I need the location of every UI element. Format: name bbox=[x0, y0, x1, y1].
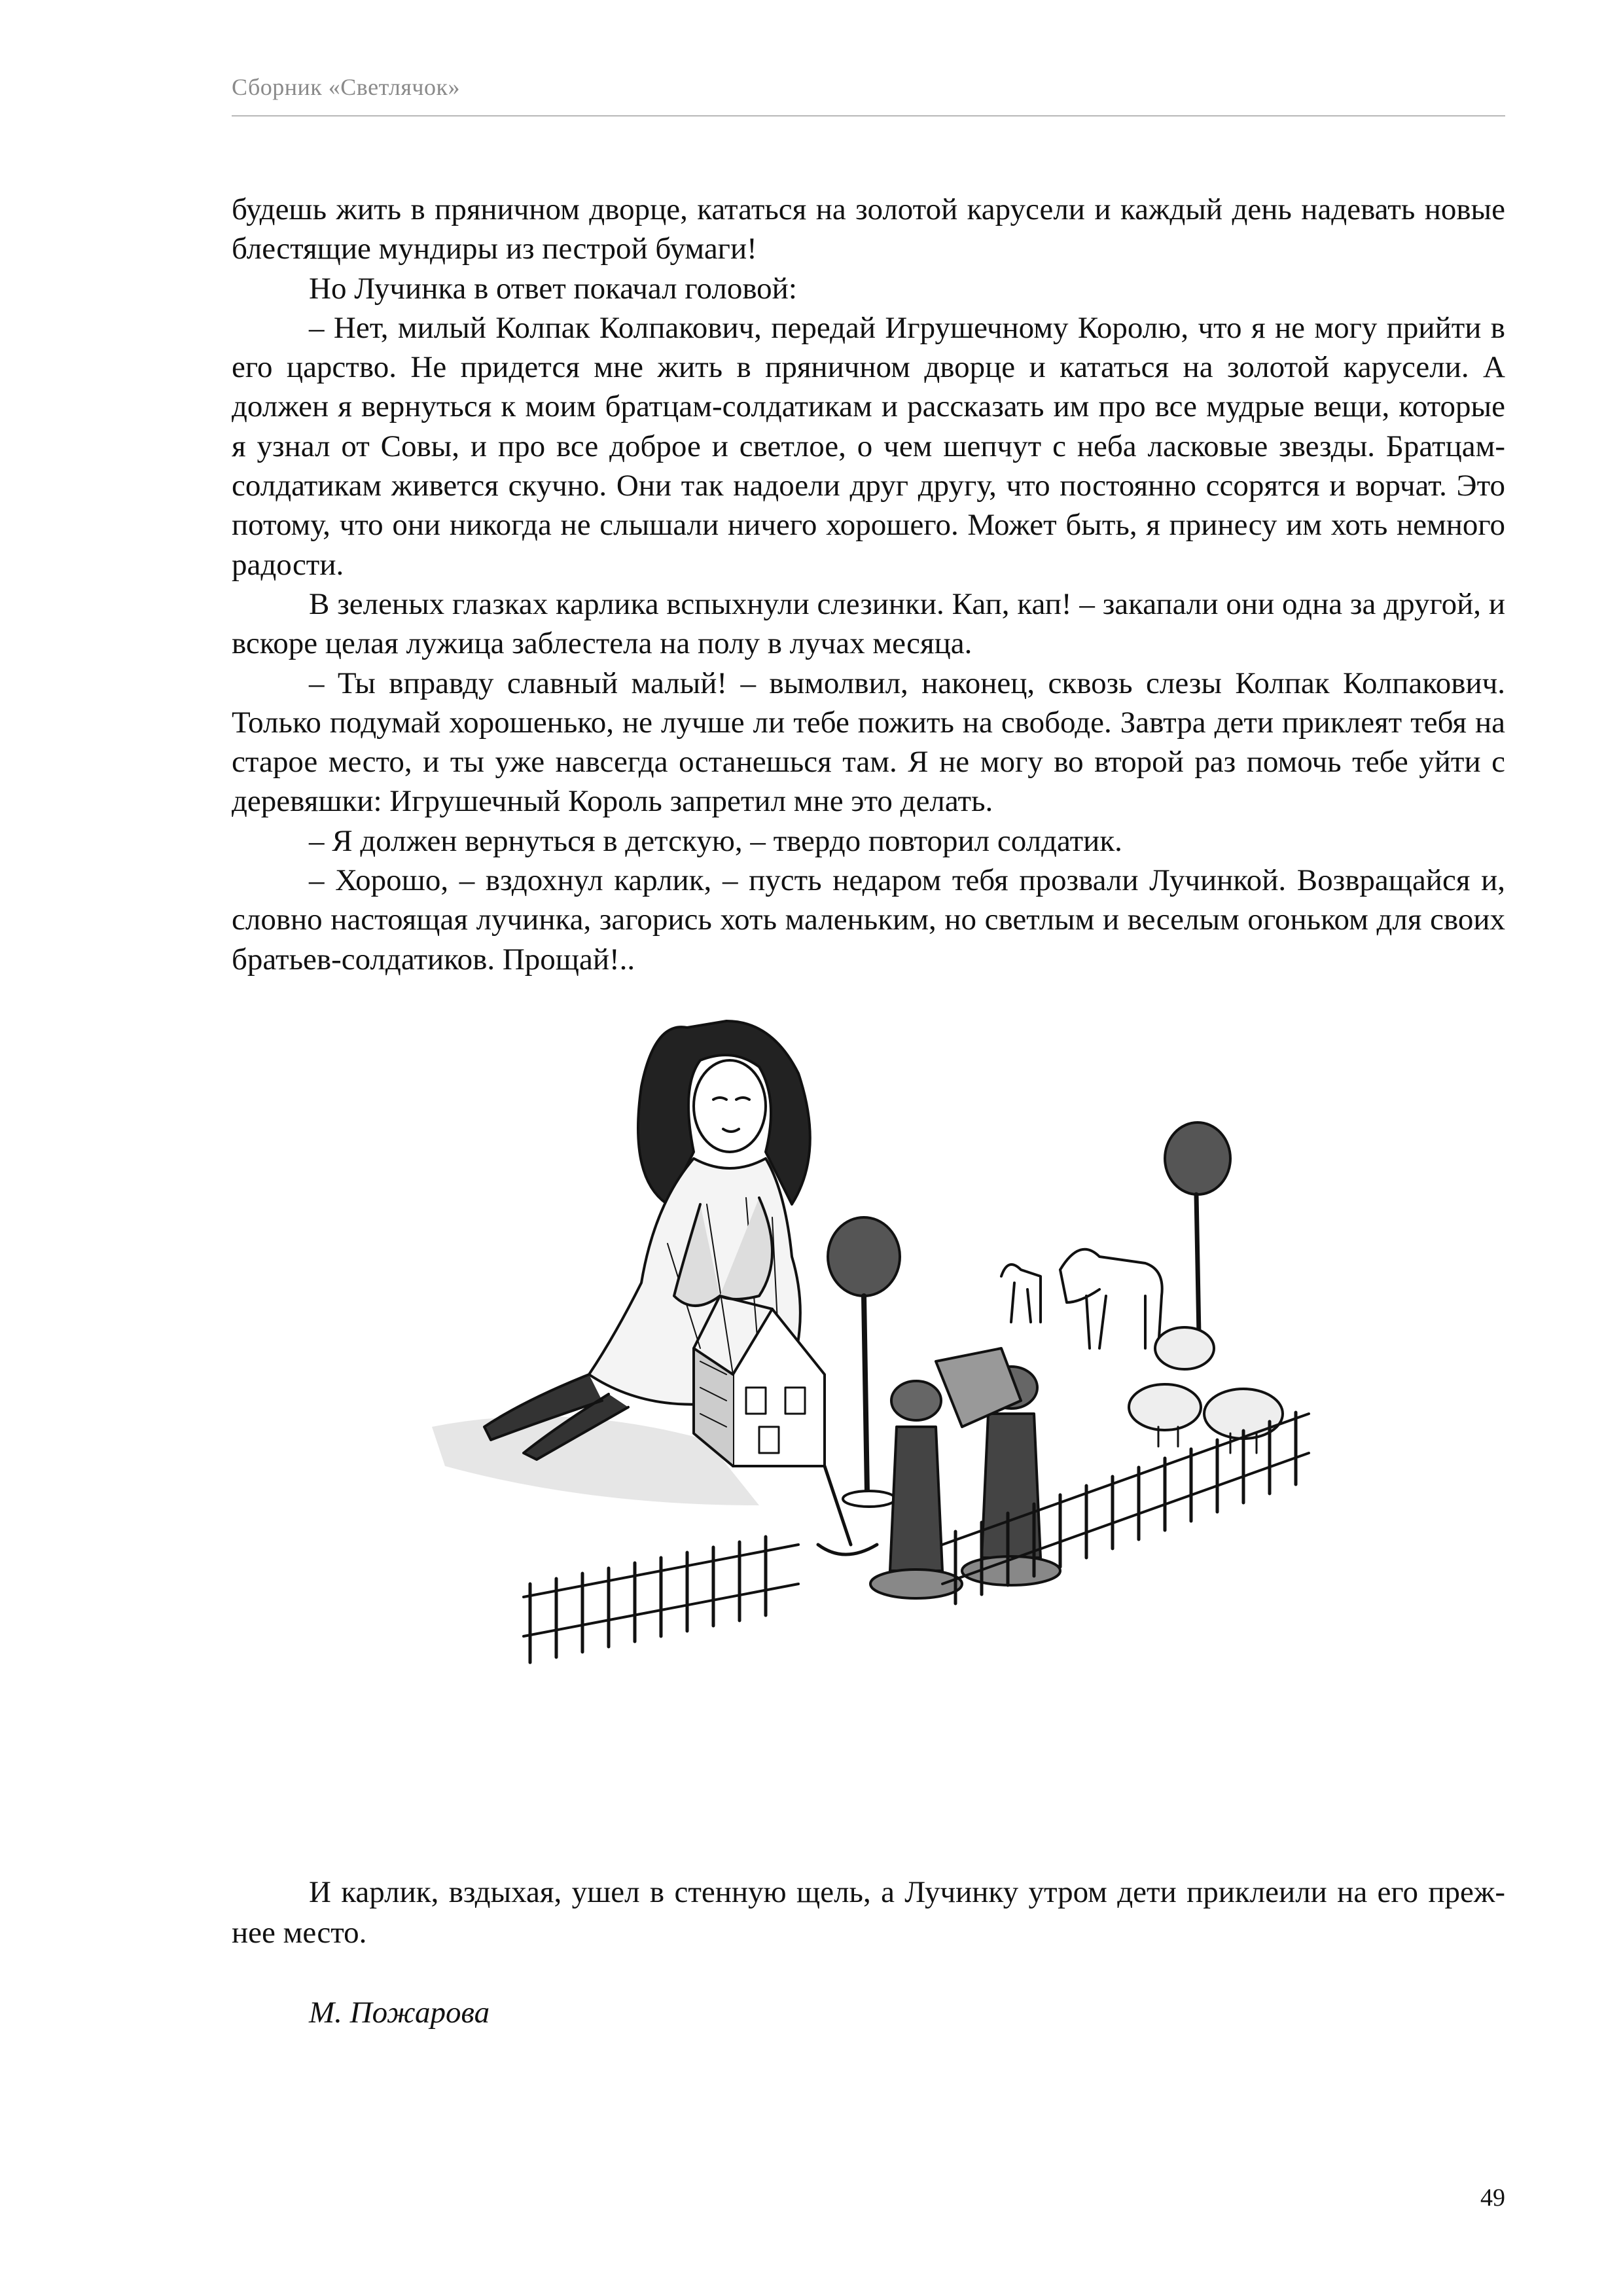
closing-text bbox=[232, 1872, 1505, 1953]
running-title: Сборник «Светлячок» bbox=[232, 74, 461, 100]
paragraph-4: В зеленых глазках карлика вспыхнули слезинки. Кап, кап! – закапали они одна за другой, и вскоре целая лужица заблестела на полу в лучах месяца. bbox=[232, 586, 1505, 661]
paragraph-5: – Ты вправду славный малый! – вымолвил, наконец, сквозь слезы Колпак Колпакович. Только подумай хорошенько, не лучше ли тебе пожить на свободе. Завтра дети приклеят тебя на старое место, и ты уже навсегда останешься там. Я не могу во второй раз помочь тебе уйти с деревяшки: Игрушечный Король запретил мне это делать. bbox=[232, 666, 1505, 819]
body-text bbox=[232, 190, 1505, 979]
toys-illustration-drawing bbox=[393, 1008, 1374, 1806]
paragraph-1: будешь жить в пряничном дворце, кататься на золотой карусели и каждый день надевать новые блестящие мундиры из пестрой бумаги! bbox=[232, 192, 1505, 266]
page-number: 49 bbox=[1480, 2184, 1505, 2212]
author-signature: М. Пожарова bbox=[309, 1996, 490, 2030]
header-rule bbox=[232, 115, 1505, 117]
illustration-girl-with-toys bbox=[393, 1008, 1374, 1806]
closing-paragraph: И карлик, вздыхая, ушел в стенную щель, а Лучинку утром дети приклеили на его прежнее место. bbox=[232, 1875, 1505, 1950]
paragraph-6: – Я должен вернуться в детскую, – твердо повторил солдатик. bbox=[309, 823, 1122, 858]
paragraph-7: – Хорошо, – вздохнул карлик, – пусть недаром тебя прозвали Лучинкой. Возвращайся и, словно настоящая лучинка, загорись хоть маленьким, но светлым и веселым огоньком для своих братьев-солдатиков. Прощай!.. bbox=[232, 863, 1505, 977]
paragraph-2: Но Лучинка в ответ покачал головой: bbox=[309, 271, 797, 306]
paragraph-3: – Нет, милый Колпак Колпакович, передай Игрушечному Королю, что я не могу прийти в его царство. Не придется мне жить в пряничном дворце и кататься на золотой карусели. А должен я вернуться к моим братцам-солдатикам и рассказать им про все мудрые вещи, которые я узнал от Совы, и про все доброе и светлое, о чем шепчут с неба ласковые звезды. Братцам-солдатикам живется скучно. Они так надоели друг другу, что постоянно ссорятся и ворчат. Это потому, что они никогда не слышали ничего хорошего. Может быть, я принесу им хоть немного радости. bbox=[232, 310, 1505, 582]
